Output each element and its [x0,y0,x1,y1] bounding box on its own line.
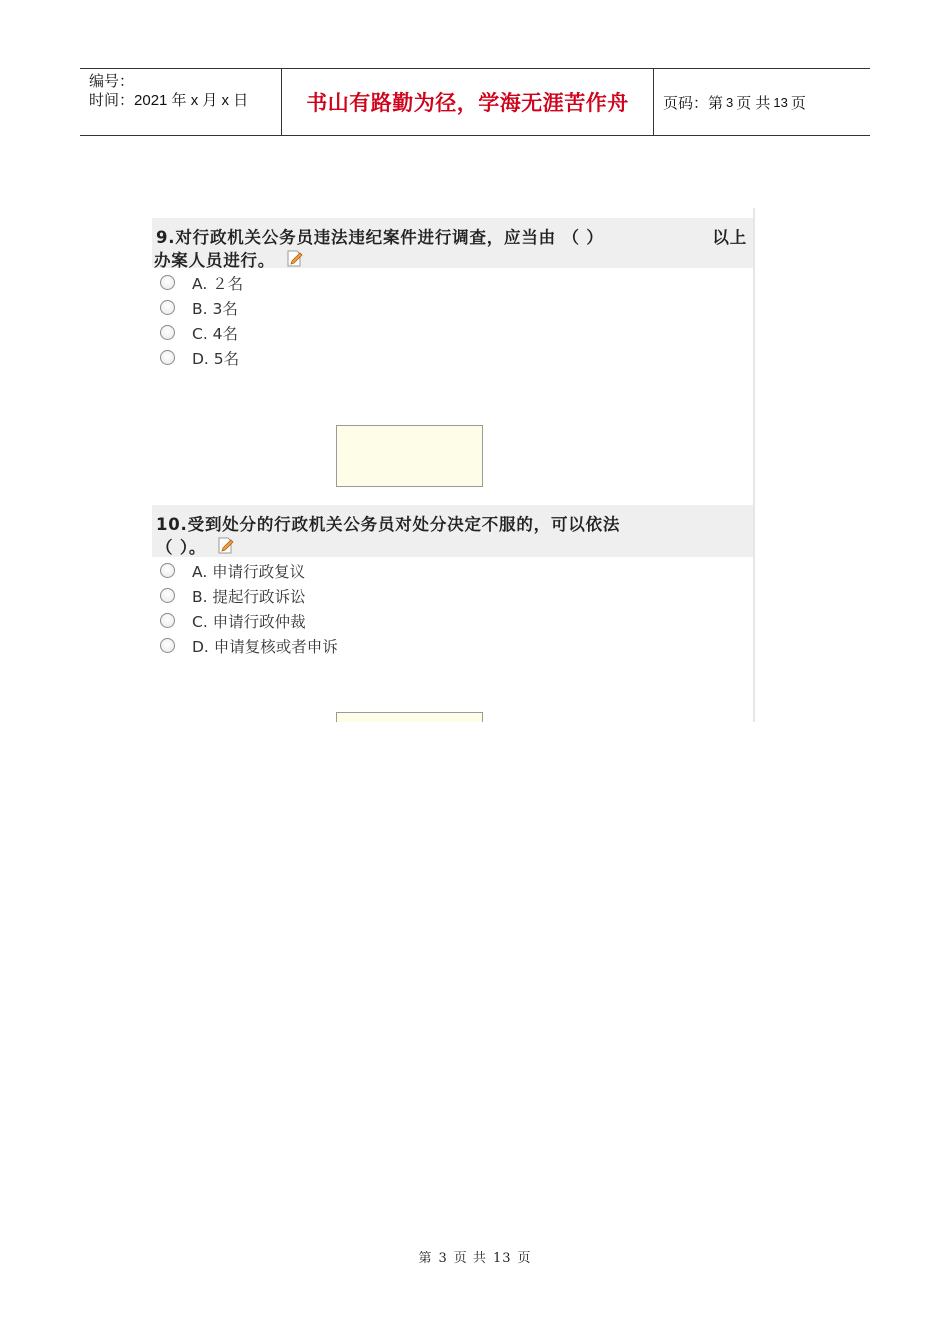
option-label: B. 提起行政诉讼 [192,587,306,606]
footer-suffix: 页 [517,1251,532,1266]
question-9-line1 [156,226,747,249]
radio-icon[interactable] [160,638,175,653]
question-9-text2: 办案人员进行。 [154,251,276,270]
pencil-note-icon[interactable] [286,250,304,274]
option-row[interactable] [160,608,338,633]
footer-total: 13 [492,1251,512,1266]
radio-icon[interactable] [160,588,175,603]
option-row[interactable] [160,583,338,608]
question-9-number: 9. [156,228,176,247]
footer-mid: 页 共 [453,1251,487,1266]
time-value: 2021 年 x 月 x 日 [134,92,249,109]
answer-box[interactable] [336,425,483,487]
page-mid: 页 共 [736,94,771,112]
time-line [89,91,281,110]
question-10-line1 [156,513,747,536]
radio-icon[interactable] [160,325,175,340]
option-label: C. 申请行政仲裁 [192,612,306,631]
page-label: 页码：第 [663,94,724,112]
header-meta [80,69,281,135]
page-total: 13 [773,94,788,110]
radio-icon[interactable] [160,613,175,628]
header-motto: 书山有路勤为径，学海无涯苦作舟 [281,69,654,135]
page-end: 页 [790,94,806,112]
page-current: 3 [726,94,734,110]
option-row[interactable] [160,270,243,295]
question-10-text: 受到处分的行政机关公务员对处分决定不服的，可以依法 [187,515,621,534]
option-row[interactable] [160,558,338,583]
page-footer [0,1247,950,1266]
question-10-options [160,558,338,658]
option-row[interactable] [160,320,243,345]
option-label: D. 申请复核或者申诉 [192,637,338,656]
footer-current: 3 [438,1251,448,1266]
option-row[interactable] [160,295,243,320]
option-row[interactable] [160,345,243,370]
option-label: A. 申请行政复议 [192,562,306,581]
radio-icon[interactable] [160,275,175,290]
question-9-text-right: 以上 [712,228,747,247]
question-10-text2: （ ）。 [156,538,207,557]
question-9-options [160,270,243,370]
question-9-header [152,218,753,268]
question-10-number: 10. [156,515,188,534]
question-9-text: 对行政机关公务员违法违纪案件进行调查，应当由 （ ） [175,228,604,247]
option-label: C. 4名 [192,324,239,343]
option-label: A. ２名 [192,274,244,293]
radio-icon[interactable] [160,300,175,315]
scroll-edge [753,208,755,722]
serial-label: 编号： [89,73,135,90]
option-row[interactable] [160,633,338,658]
quiz-screenshot [152,208,755,722]
page-header [80,68,870,136]
option-label: D. 5名 [192,349,240,368]
footer-prefix: 第 [418,1251,433,1266]
time-label: 时间： [89,92,135,109]
answer-box[interactable] [336,712,483,722]
option-label: B. 3名 [192,299,238,318]
header-page-info [654,69,870,135]
radio-icon[interactable] [160,563,175,578]
radio-icon[interactable] [160,350,175,365]
question-10-header [152,505,753,557]
